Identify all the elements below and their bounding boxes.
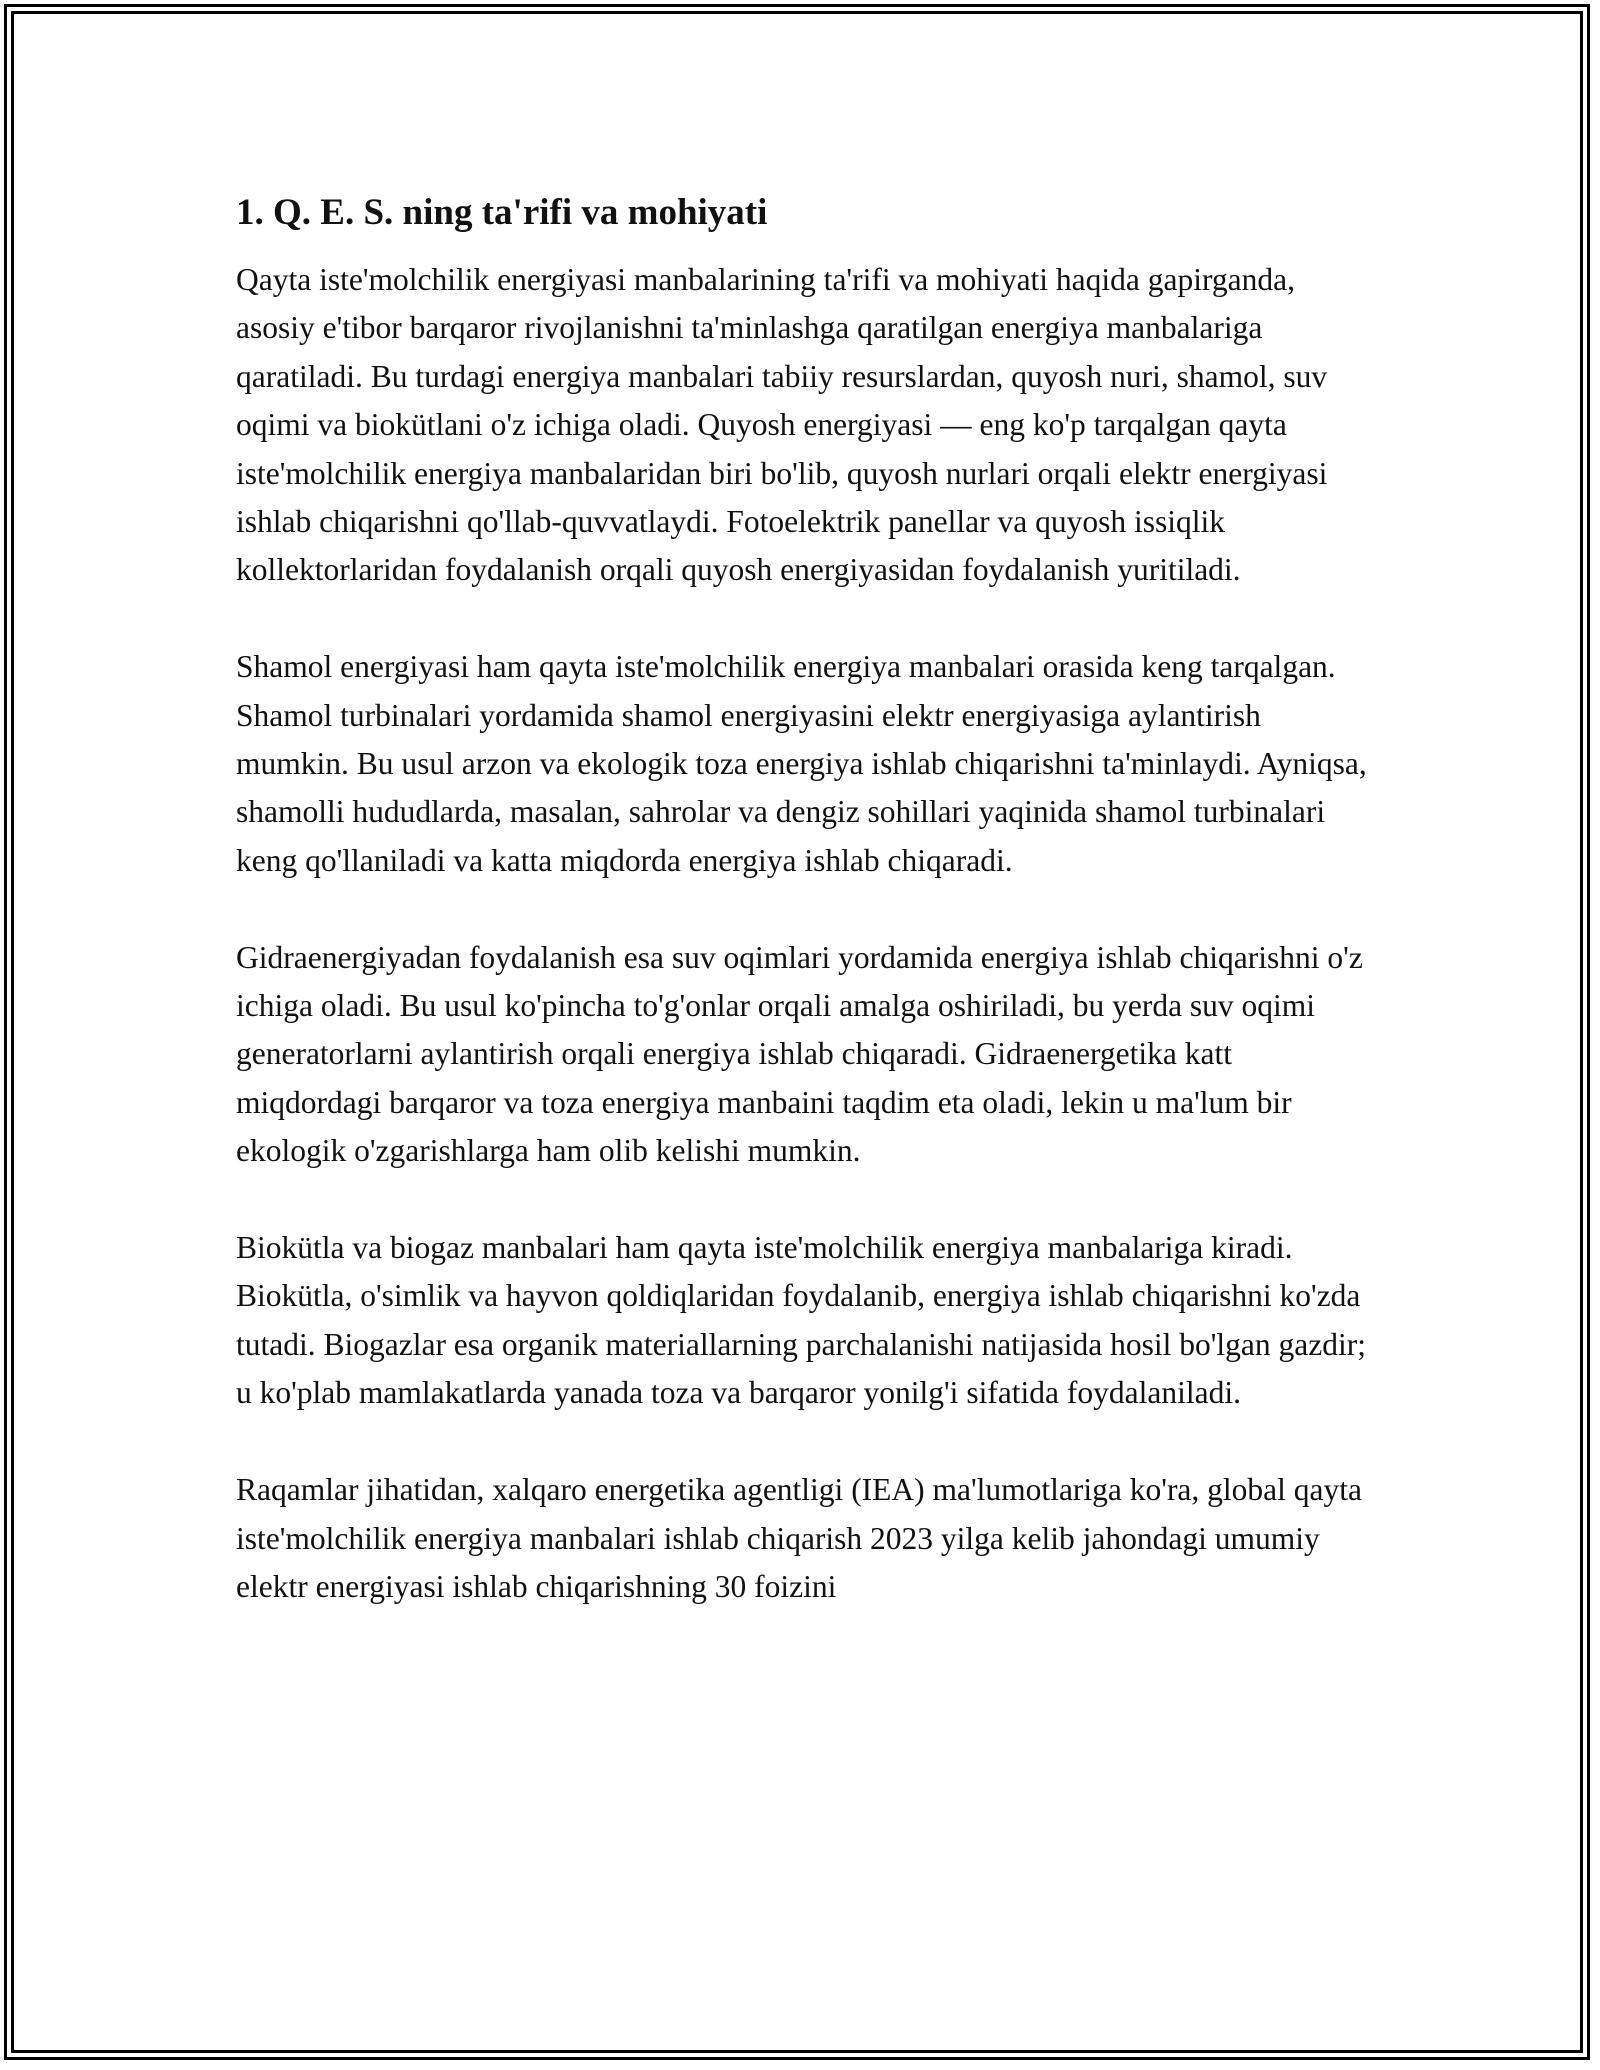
section-heading: 1. Q. E. S. ning ta'rifi va mohiyati [236, 192, 768, 233]
paragraph-solar-energy: Qayta iste'molchilik energiyasi manbalarining ta'rifi va mohiyati haqida gapirganda, asosiy e'tibor barqaror rivojlanishni ta'minlashga qaratilgan energiya manbalariga qaratiladi. Bu turdagi energiya manbalari tabiiy resurslardan, quyosh nuri, shamol, suv oqimi va biokütlani o'z ichiga oladi. Quyosh energiyasi — eng ko'p tarqalgan qayta iste'molchilik energiya manbalaridan biri bo'lib, quyosh nurlari orqali elektr energiyasi ishlab chiqarishni qo'llab-quvvatlaydi. Fotoelektrik panellar va quyosh issiqlik kollektorlaridan foydalanish orqali quyosh energiyasidan foydalanish yuritiladi. [236, 262, 1328, 588]
document-body [236, 190, 1376, 1660]
paragraph-wind-energy: Shamol energiyasi ham qayta iste'molchilik energiya manbalari orasida keng tarqalgan. Shamol turbinalari yordamida shamol energiyasini elektr energiyasiga aylantirish mumkin. Bu usul arzon va ekologik toza energiya ishlab chiqarishni ta'minlaydi. Ayniqsa, shamolli hududlarda, masalan, sahrolar va dengiz sohillari yaqinida shamol turbinalari keng qo'llaniladi va katta miqdorda energiya ishlab chiqaradi. [236, 649, 1367, 878]
paragraph-biomass-energy: Biokütla va biogaz manbalari ham qayta iste'molchilik energiya manbalariga kiradi. Biokütla, o'simlik va hayvon qoldiqlaridan foydalanib, energiya ishlab chiqarishni ko'zda tutadi. Biogazlar esa organik materiallarning parchalanishi natijasida hosil bo'lgan gazdir; u ko'plab mamlakatlarda yanada toza va barqaror yonilg'i sifatida foydalaniladi. [236, 1230, 1366, 1411]
paragraph-statistics: Raqamlar jihatidan, xalqaro energetika agentligi (IEA) ma'lumotlariga ko'ra, global qayta iste'molchilik energiya manbalari ishlab chiqarish 2023 yilga kelib jahondagi umumiy elektr energiyasi ishlab chiqarishning 30 foizini [236, 1472, 1362, 1604]
paragraph-hydro-energy: Gidraenergiyadan foydalanish esa suv oqimlari yordamida energiya ishlab chiqarishni o'z ichiga oladi. Bu usul ko'pincha to'g'onlar orqali amalga oshiriladi, bu yerda suv oqimi generatorlarni aylantirish orqali energiya ishlab chiqaradi. Gidraenergetika katt miqdordagi barqaror va toza energiya manbaini taqdim eta oladi, lekin u ma'lum bir ekologik o'zgarishlarga ham olib kelishi mumkin. [236, 939, 1363, 1169]
